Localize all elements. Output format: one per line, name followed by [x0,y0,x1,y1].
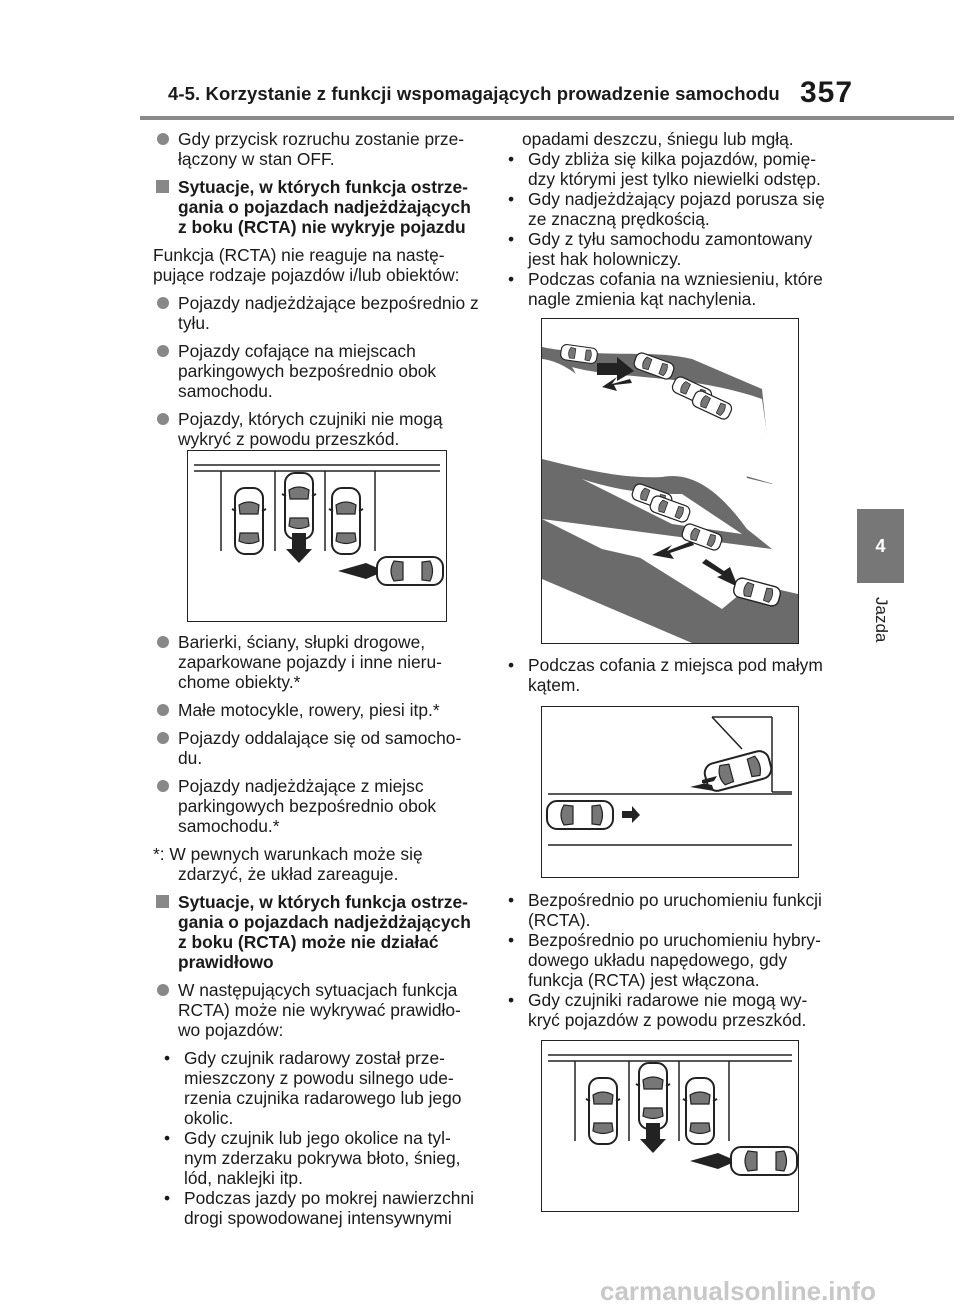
angled-parking-figure [541,706,799,878]
dash-tow-hitch: • Gdy z tyłu samochodu zamontowany jest hak holowniczy. [497,229,832,269]
dash-sensor-covered: • Gdy czujnik lub jego okolice na tyl-nym zderzaku pokrywa błoto, śnieg, lód, naklejki itp. [153,1128,483,1188]
left-column-lower [153,632,483,1228]
chapter-tab[interactable]: 4 [857,509,904,583]
right-column [497,129,832,309]
dash-angled-parking: • Podczas cofania z miejsca pod małym kątem. [497,655,832,695]
page-number: 357 [800,76,854,109]
dash-obstructed-sensors: • Gdy czujniki radarowe nie mogą wy-kryć pojazdów z powodu przeszkód. [497,990,832,1030]
parking-figure-1 [187,450,447,622]
bullet-moving-away: Pojazdy oddalające się od samocho-du. [153,728,483,768]
dash-after-start-rcta: • Bezpośrednio po uruchomieniu funkcji (RCTA). [497,890,832,930]
section-title: 4-5. Korzystanie z funkcji wspomagających prowadzenie samochodu [168,83,780,104]
heading-not-detected: Sytuacje, w których funkcja ostrze-gania o pojazdach nadjeżdżających z boku (RCTA) nie wykryje pojazdu [153,177,483,237]
bullet-small-vehicles: Małe motocykle, rowery, piesi itp.* [153,700,483,720]
continued-text: opadami deszczu, śniegu lub mgłą. [522,129,794,149]
parking-figure-2 [541,1040,799,1212]
dash-several-vehicles: • Gdy zbliża się kilka pojazdów, pomię-dzy którymi jest tylko niewielki odstęp. [497,149,832,189]
left-column [153,129,483,457]
dash-sensor-moved: • Gdy czujnik radarowy został prze-mieszczony z powodu silnego ude-rzenia czujnika radarowego lub jego okolic. [153,1048,483,1128]
dash-high-speed: • Gdy nadjeżdżający pojazd porusza się ze znaczną prędkością. [497,189,832,229]
dash-after-hybrid-start: • Bezpośrednio po uruchomieniu hybry-dowego układu napędowego, gdy funkcja (RCTA) jest włączona. [497,930,832,990]
bullet-reversing-vehicles: Pojazdy cofające na miejscach parkingowych bezpośrednio obok samochodu. [153,341,483,401]
slope-figure [541,318,799,644]
header-rule [140,116,954,120]
footnote: *: W pewnych warunkach może się zdarzyć, że układ zareaguje. [153,844,423,884]
bullet-barriers: Barierki, ściany, słupki drogowe, zaparkowane pojazdy i inne nieru-chome obiekty.* [153,632,483,692]
right-column-lower [497,890,832,1030]
chapter-label: Jazda [872,597,891,643]
paragraph-intro: Funkcja (RCTA) nie reaguje na nastę-pujące rodzaje pojazdów i/lub obiektów: [153,245,460,285]
dash-wet-road: • Podczas jazdy po mokrej nawierzchni drogi spowodowanej intensywnymi [153,1188,483,1228]
right-column-mid [497,655,832,695]
bullet-obstructed: Pojazdy, których czujniki nie mogą wykryć z powodu przeszkód. [153,409,483,449]
bullet-situations: W następujących sytuacjach funkcja RCTA) może nie wykrywać prawidło-wo pojazdów: [153,980,483,1040]
watermark: carmanualsonline.info [600,1276,876,1306]
bullet-from-parking: Pojazdy nadjeżdżające z miejsc parkingowych bezpośrednio obok samochodu.* [153,776,483,836]
bullet-ignition-off: Gdy przycisk rozruchu zostanie prze-łączony w stan OFF. [153,129,483,169]
heading-may-not-work: Sytuacje, w których funkcja ostrze-gania o pojazdach nadjeżdżających z boku (RCTA) może nie działać prawidłowo [153,892,483,972]
dash-slope: • Podczas cofania na wzniesieniu, które nagle zmienia kąt nachylenia. [497,269,832,309]
bullet-rear-vehicles: Pojazdy nadjeżdżające bezpośrednio z tyłu. [153,293,483,333]
